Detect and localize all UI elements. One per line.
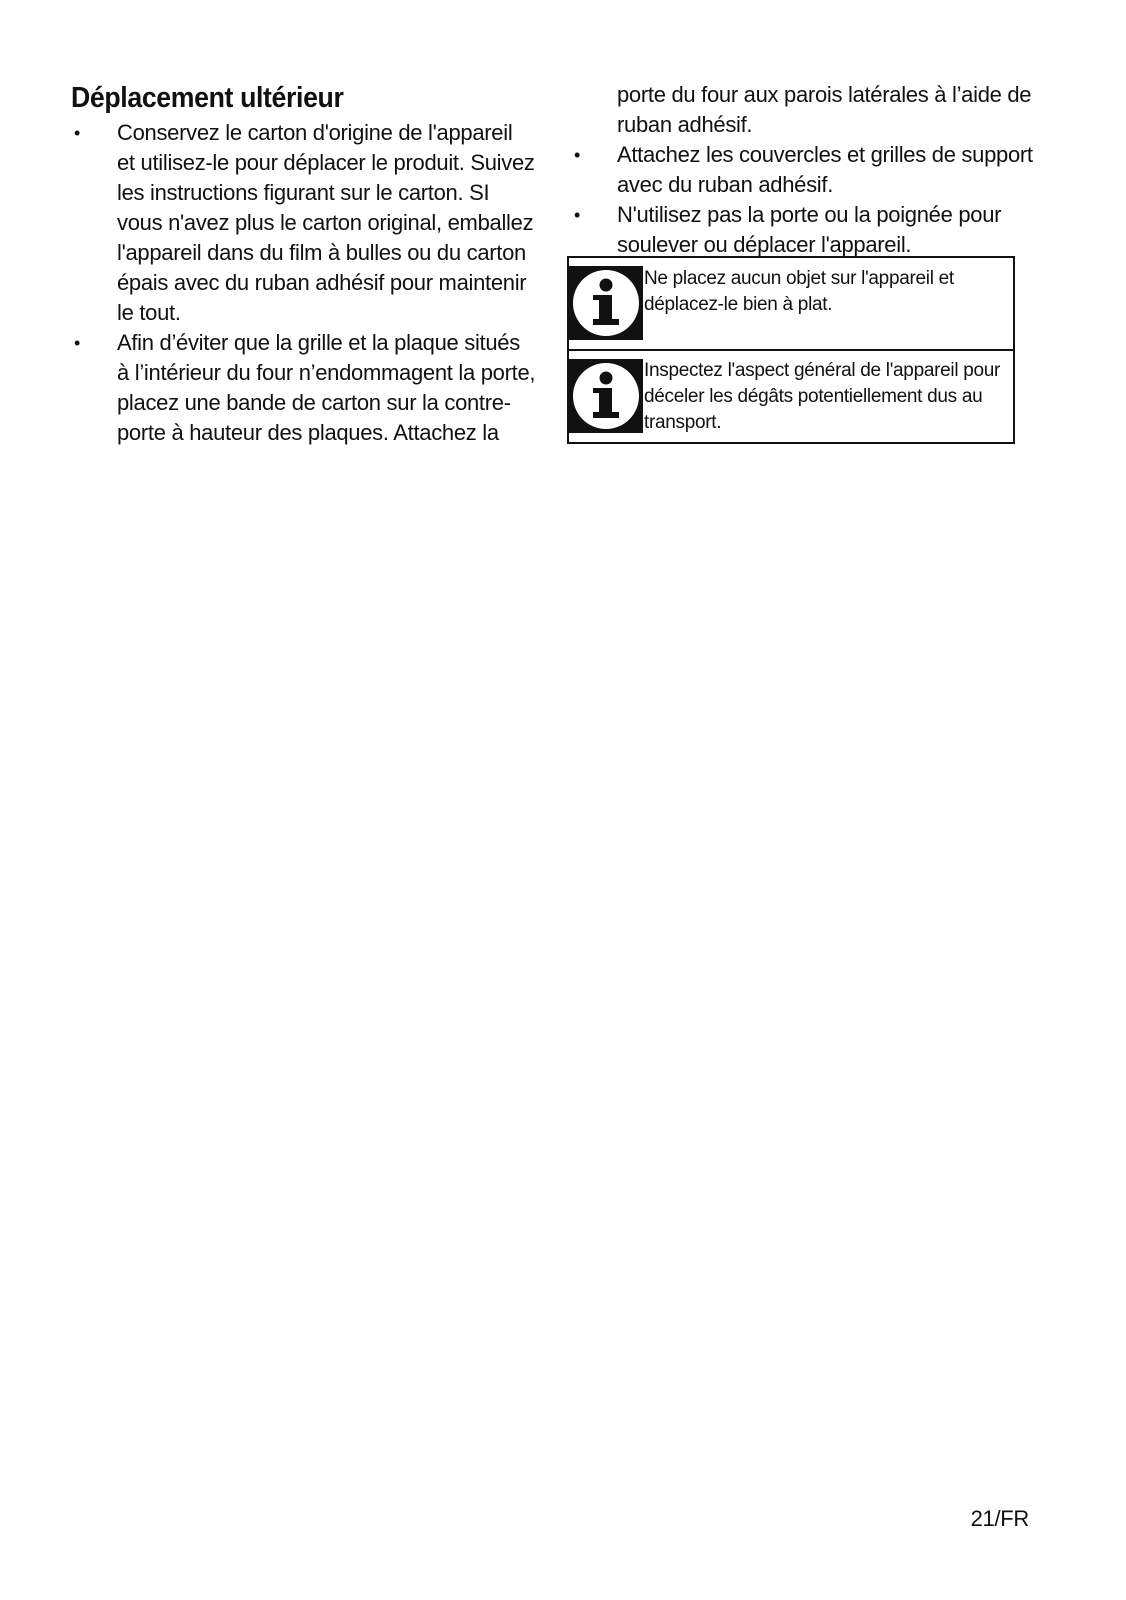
bullet-icon: • xyxy=(73,333,80,353)
section-title: Déplacement ultérieur xyxy=(71,82,344,114)
info-note xyxy=(569,351,1013,442)
paragraph-line: ruban adhésif. xyxy=(617,112,753,137)
list-item-line: Attachez les couvercles et grilles de support xyxy=(617,142,1033,167)
info-icon xyxy=(569,359,643,433)
list-item xyxy=(571,200,1041,260)
note-line: Inspectez l'aspect général de l'appareil pour xyxy=(644,360,1001,381)
list-item-line: épais avec du ruban adhésif pour maintenir xyxy=(117,270,527,295)
list-item-line: les instructions figurant sur le carton. SI xyxy=(117,180,490,205)
list-item-line: placez une bande de carton sur la contre- xyxy=(117,390,511,415)
list-item-line: à l’intérieur du four n’endommagent la porte, xyxy=(117,360,536,385)
list-item-line: et utilisez-le pour déplacer le produit. Suivez xyxy=(117,150,535,175)
paragraph-line: porte du four aux parois latérales à l’aide de xyxy=(617,82,1032,107)
list-item-line: le tout. xyxy=(117,300,181,325)
note-line: déceler les dégâts potentiellement dus au xyxy=(644,386,983,407)
continued-paragraph xyxy=(571,80,1041,140)
list-item-line: Conservez le carton d'origine de l'appareil xyxy=(117,120,513,145)
list-item-line: vous n'avez plus le carton original, emballez xyxy=(117,210,534,235)
info-notes-box xyxy=(567,256,1015,444)
left-column xyxy=(71,80,549,448)
list-item-line: Afin d’éviter que la grille et la plaque situés xyxy=(117,330,520,355)
info-note-text xyxy=(644,358,1011,436)
list-item xyxy=(71,118,549,328)
bullet-icon: • xyxy=(73,123,80,143)
list-item-line: avec du ruban adhésif. xyxy=(617,172,833,197)
list-item-line: soulever ou déplacer l'appareil. xyxy=(617,232,912,257)
page-number: 21/FR xyxy=(970,1506,1029,1531)
bullet-icon: • xyxy=(573,145,580,165)
list-item xyxy=(71,328,549,448)
info-note-text xyxy=(644,266,1011,318)
info-note xyxy=(569,258,1013,351)
bullet-icon: • xyxy=(573,205,580,225)
note-line: transport. xyxy=(644,412,722,433)
list-item-line: N'utilisez pas la porte ou la poignée pour xyxy=(617,202,1002,227)
note-line: Ne placez aucun objet sur l'appareil et xyxy=(644,268,954,289)
list-item xyxy=(571,140,1041,200)
note-line: déplacez-le bien à plat. xyxy=(644,294,833,315)
right-column xyxy=(571,80,1041,260)
list-item-line: porte à hauteur des plaques. Attachez la xyxy=(117,420,499,445)
info-icon xyxy=(569,266,643,340)
list-item-line: l'appareil dans du film à bulles ou du carton xyxy=(117,240,526,265)
